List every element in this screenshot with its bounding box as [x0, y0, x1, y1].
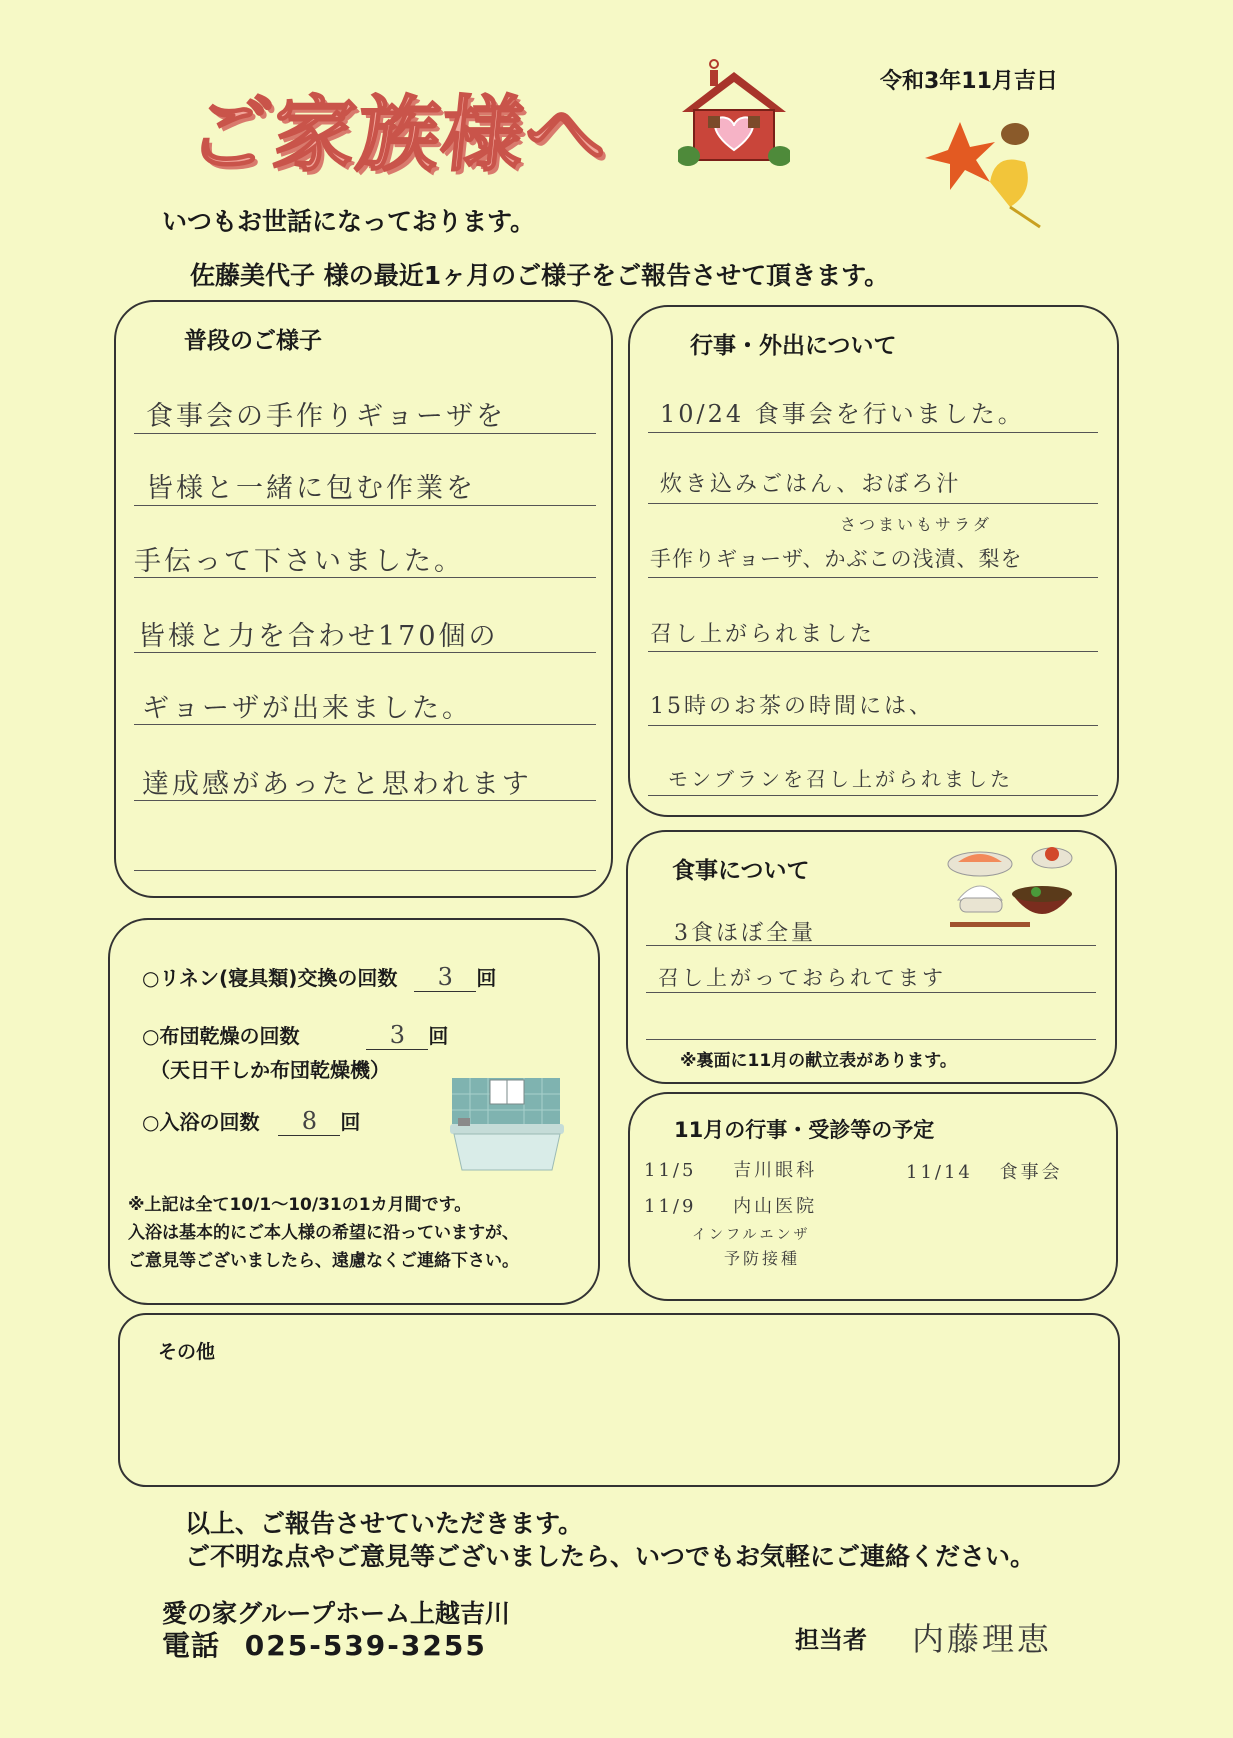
report-date: 令和3年11月吉日: [880, 69, 1058, 94]
stats-note-2: 入浴は基本的にご本人様の希望に沿っていますが、: [128, 1223, 519, 1243]
greeting-line-1: いつもお世話になっております。: [162, 207, 536, 236]
house-heart-icon: [678, 56, 790, 168]
page-title: ご家族様へ: [184, 88, 615, 183]
bathtub-icon: [448, 1074, 574, 1174]
schedule-entry: [906, 1158, 1063, 1184]
events-title: 行事・外出について: [690, 333, 897, 359]
ruled-line: [648, 651, 1098, 652]
other-title: その他: [158, 1341, 216, 1363]
futon-unit: 回: [428, 1024, 449, 1048]
closing-line-2: ご不明な点やご意見等ございましたら、いつでもお気軽にご連絡ください。: [185, 1542, 1036, 1571]
stats-note-3: ご意見等ございましたら、遠慮なくご連絡下さい。: [128, 1251, 519, 1271]
ruled-line: [134, 505, 596, 506]
staff-signature: 内藤理恵: [912, 1620, 1053, 1658]
ruled-line: [648, 577, 1098, 578]
daily-line: 達成感があったと思われます: [142, 769, 532, 800]
ruled-line: [648, 503, 1098, 504]
phone-number: 025-539-3255: [244, 1629, 487, 1662]
schedule-sub-note: インフルエンザ: [692, 1227, 811, 1243]
futon-value: 3: [366, 1021, 428, 1050]
events-line: 炊き込みごはん、おぼろ汁: [660, 472, 962, 497]
daily-line: 皆様と力を合わせ170個の: [138, 621, 499, 652]
events-box: [628, 305, 1119, 817]
daily-title: 普段のご様子: [184, 328, 322, 354]
ruled-line: [134, 870, 596, 871]
events-line: 召し上がられました: [650, 622, 876, 647]
events-note: さつまいもサラダ: [840, 515, 992, 534]
meal-notice: ※裏面に11月の献立表があります。: [680, 1051, 957, 1071]
meal-icon: [940, 842, 1080, 932]
schedule-date: 11/14: [906, 1162, 973, 1183]
schedule-entry: [644, 1156, 817, 1182]
schedule-sub-note: 予防接種: [724, 1249, 801, 1268]
meal-title: 食事について: [672, 858, 810, 884]
daily-line: ギョーザが出来ました。: [142, 693, 472, 724]
ruled-line: [646, 1039, 1096, 1040]
schedule-box: [628, 1092, 1118, 1301]
events-line: モンブランを召し上がられました: [668, 767, 1013, 791]
meal-box: [626, 830, 1117, 1084]
ruled-line: [134, 433, 596, 434]
meal-line: 召し上がっておられてます: [658, 966, 946, 990]
bath-value: 8: [278, 1107, 340, 1136]
schedule-date: 11/9: [644, 1196, 697, 1217]
stats-note-1: ※上記は全て10/1～10/31の1カ月間です。: [128, 1195, 472, 1215]
staff-label: 担当者: [795, 1626, 867, 1654]
events-line: 10/24 食事会を行いました。: [660, 400, 1025, 428]
events-line: 手作りギョーザ、かぶこの浅漬、梨を: [650, 547, 1023, 571]
schedule-text: 内山医院: [733, 1196, 818, 1217]
organization-name: 愛の家グループホーム上越吉川: [162, 1599, 511, 1628]
ruled-line: [648, 725, 1098, 726]
schedule-text: 吉川眼科: [733, 1160, 818, 1181]
ruled-line: [646, 992, 1096, 993]
daily-line: 食事会の手作りギョーザを: [146, 401, 506, 432]
stats-box: [108, 918, 600, 1305]
daily-box: [114, 300, 613, 898]
linen-unit: 回: [476, 966, 497, 990]
events-line: 15時のお茶の時間には、: [650, 694, 934, 719]
ruled-line: [648, 795, 1098, 796]
schedule-date: 11/5: [644, 1160, 697, 1181]
schedule-entry: [644, 1192, 817, 1218]
bath-unit: 回: [340, 1110, 361, 1134]
linen-label: ○リネン(寝具類)交換の回数: [142, 966, 398, 990]
schedule-title: 11月の行事・受診等の予定: [674, 1118, 935, 1142]
closing-line-1: 以上、ご報告させていただきます。: [185, 1509, 584, 1538]
greeting-line-2: 佐藤美代子 様の最近1ヶ月のご様子をご報告させて頂きます。: [190, 261, 890, 290]
ruled-line: [648, 432, 1098, 433]
meal-line: 3食ほぼ全量: [674, 921, 816, 946]
other-box: [118, 1313, 1120, 1487]
daily-line: 手伝って下さいました。: [134, 546, 464, 577]
schedule-text: 食事会: [999, 1162, 1063, 1183]
futon-sub: （天日干しか布団乾燥機）: [150, 1058, 390, 1082]
futon-label: ○布団乾燥の回数: [142, 1024, 300, 1048]
phone: [162, 1624, 487, 1664]
phone-label: 電話: [162, 1629, 221, 1662]
linen-value: 3: [414, 963, 476, 992]
bath-label: ○入浴の回数: [142, 1110, 260, 1134]
autumn-leaves-icon: [920, 112, 1050, 232]
daily-line: 皆様と一緒に包む作業を: [146, 473, 476, 504]
